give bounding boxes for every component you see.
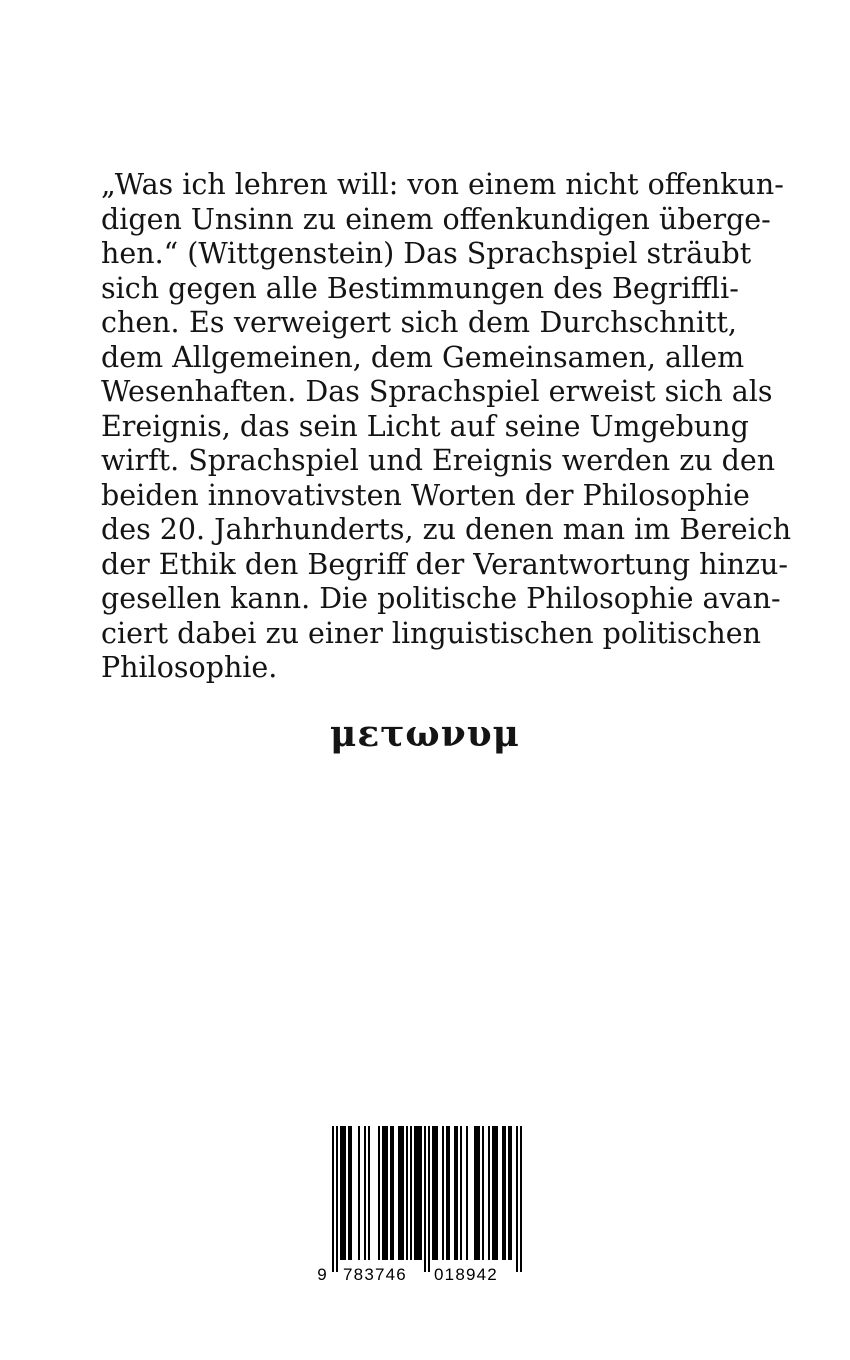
blurb-line: Philosophie. [101,651,278,684]
isbn-barcode [312,1116,524,1286]
barcode-bar [488,1126,490,1260]
barcode-bar [398,1126,404,1260]
barcode-graphic [312,1116,524,1286]
barcode-guard-bar [424,1126,426,1272]
blurb-line: der Ethik den Begriff der Verantwortung hinzu- [101,547,788,581]
barcode-bar [368,1126,370,1260]
barcode-bar [466,1126,468,1260]
barcode-bar [492,1126,498,1260]
barcode-bar [508,1126,512,1260]
barcode-bar [460,1126,462,1260]
blurb-line: hen.“ (Wittgenstein) Das Sprachspiel sträubt [101,237,752,270]
barcode-bar [410,1126,412,1260]
barcode-bar [454,1126,458,1260]
barcode-bar [414,1126,422,1260]
blurb-line: sich gegen alle Bestimmungen des Begriffli- [101,271,739,305]
barcode-bar [358,1126,360,1260]
barcode-bar [364,1126,366,1260]
blurb-line: beiden innovativsten Worten der Philosophie [101,478,750,512]
barcode-first-digit: 9 [317,1265,327,1284]
barcode-bar [502,1126,506,1260]
blurb-line: Wesenhaften. Das Sprachspiel erweist sich als [101,375,773,408]
barcode-bar [442,1126,444,1260]
barcode-guard-bar [428,1126,430,1272]
barcode-bar [446,1126,450,1260]
barcode-bar [474,1126,480,1260]
barcode-right-digits: 018942 [434,1265,498,1284]
barcode-bar [378,1126,380,1260]
back-cover-blurb [101,168,792,686]
barcode-bar [406,1126,408,1260]
blurb-line: wirft. Sprachspiel und Ereignis werden zu den [101,444,776,477]
barcode-guard-bar [336,1126,338,1272]
barcode-guard-bar [516,1126,518,1272]
barcode-guard-bar [520,1126,522,1272]
publisher-logo: μετωνυμ [329,713,521,755]
barcode-bar [432,1126,438,1260]
barcode-bar [340,1126,346,1260]
barcode-bar [348,1126,352,1260]
blurb-line: „Was ich lehren will: von einem nicht offenkun- [101,168,784,201]
blurb-line: dem Allgemeinen, dem Gemeinsamen, allem [101,340,745,374]
blurb-line: Ereignis, das sein Licht auf seine Umgebung [101,409,749,443]
blurb-line: ciert dabei zu einer linguistischen politischen [101,616,761,650]
blurb-line: gesellen kann. Die politische Philosophie avan- [101,582,781,615]
blurb-line: chen. Es verweigert sich dem Durchschnitt, [101,306,737,339]
barcode-bar [382,1126,388,1260]
barcode-left-digits: 783746 [343,1265,407,1284]
barcode-guard-bar [332,1126,334,1272]
blurb-line: digen Unsinn zu einem offenkundigen überge- [101,202,771,236]
blurb-line: des 20. Jahrhunderts, zu denen man im Bereich [101,513,792,546]
barcode-bar [482,1126,484,1260]
barcode-bar [390,1126,394,1260]
